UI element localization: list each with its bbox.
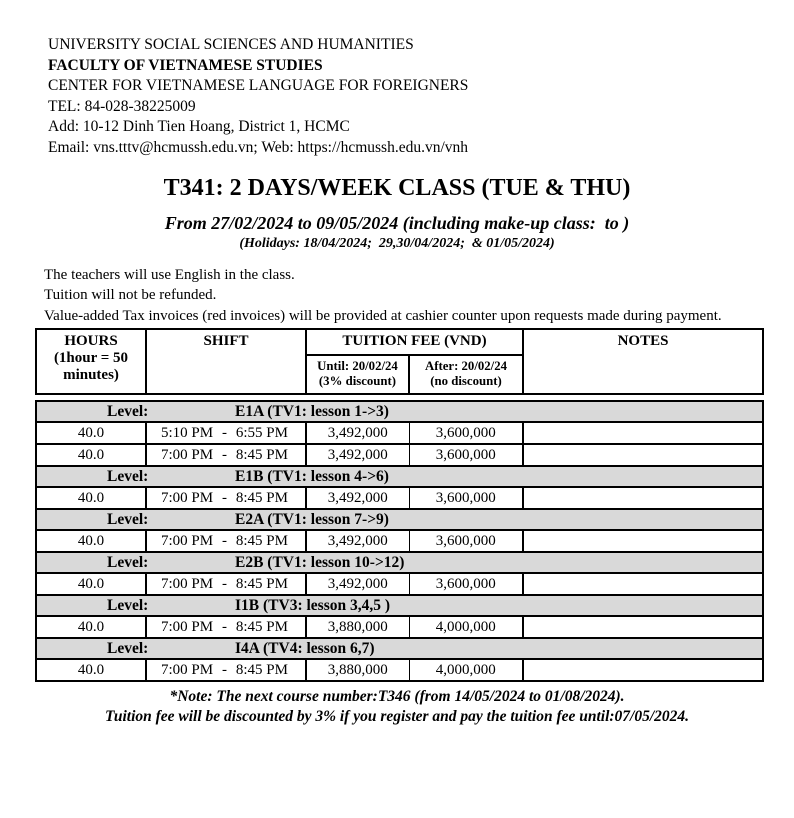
shift-cell [146, 444, 306, 466]
info-line-refund: Tuition will not be refunded. [44, 287, 217, 304]
hours-cell: 40.0 [36, 530, 146, 552]
faculty-name: FACULTY OF VIETNAMESE STUDIES [48, 56, 323, 74]
fee-after-cell: 4,000,000 [409, 616, 523, 638]
hours-cell: 40.0 [36, 444, 146, 466]
table-row [36, 659, 763, 681]
holidays-line: (Holidays: 18/04/2024; 29,30/04/2024; & 01/05/2024) [239, 235, 555, 251]
shift-start-time: 7:00 PM [161, 575, 214, 592]
fee-after-cell: 3,600,000 [409, 530, 523, 552]
fee-until-cell: 3,492,000 [306, 573, 409, 595]
level-row [36, 595, 763, 616]
shift-cell [146, 659, 306, 681]
level-row [36, 638, 763, 659]
level-name: E1A (TV1: lesson 1->3) [235, 402, 389, 420]
shift-cell [146, 530, 306, 552]
hours-cell: 40.0 [36, 487, 146, 509]
shift-start-time: 5:10 PM [161, 424, 214, 441]
table-row [36, 573, 763, 595]
level-cell [36, 401, 763, 422]
shift-start-time: 7:00 PM [161, 532, 214, 549]
level-label: Level: [107, 639, 149, 657]
notes-cell [523, 573, 763, 595]
level-label: Level: [107, 402, 149, 420]
col-header-until [306, 355, 409, 394]
shift-dash: - [222, 446, 227, 463]
shift-start-time: 7:00 PM [161, 446, 214, 463]
notes-cell [523, 422, 763, 444]
center-name: CENTER FOR VIETNAMESE LANGUAGE FOR FOREIGNERS [48, 77, 469, 95]
level-cell [36, 595, 763, 616]
notes-cell [523, 530, 763, 552]
shift-end-time: 8:45 PM [235, 618, 288, 635]
fee-after-cell: 3,600,000 [409, 487, 523, 509]
level-label: Level: [107, 510, 149, 528]
shift-times [147, 425, 305, 442]
shift-dash: - [222, 424, 227, 441]
shift-end-time: 8:45 PM [235, 446, 288, 463]
shift-times [147, 662, 305, 679]
shift-end-time: 8:45 PM [235, 575, 288, 592]
level-cell [36, 552, 763, 573]
hours-header-sub1: (1hour = 50 [53, 350, 129, 367]
fee-until-cell: 3,492,000 [306, 444, 409, 466]
shift-end-time: 8:45 PM [235, 661, 288, 678]
course-dates: From 27/02/2024 to 09/05/2024 (including make-up class: to ) [164, 212, 630, 233]
fee-after-cell: 3,600,000 [409, 422, 523, 444]
shift-times [147, 576, 305, 593]
shift-times [147, 447, 305, 464]
notes-cell [523, 659, 763, 681]
hours-header-title: HOURS [64, 333, 118, 350]
shift-dash: - [222, 618, 227, 635]
until-header-line2: (3% discount) [318, 374, 397, 389]
shift-cell [146, 422, 306, 444]
hours-cell: 40.0 [36, 659, 146, 681]
tel-line: TEL: 84-028-38225009 [48, 97, 196, 115]
shift-cell [146, 487, 306, 509]
fee-until-cell: 3,880,000 [306, 659, 409, 681]
shift-dash: - [222, 575, 227, 592]
after-header-line2: (no discount) [430, 374, 502, 389]
footer-notes [0, 687, 794, 727]
table-row [36, 444, 763, 466]
shift-dash: - [222, 532, 227, 549]
info-line-english: The teachers will use English in the class. [44, 266, 295, 283]
until-header-line1: Until: 20/02/24 [317, 358, 398, 373]
col-header-hours [36, 329, 146, 394]
fee-until-cell: 3,492,000 [306, 422, 409, 444]
hours-cell: 40.0 [36, 422, 146, 444]
university-name: UNIVERSITY SOCIAL SCIENCES AND HUMANITIES [48, 36, 414, 53]
footer-note-2: Tuition fee will be discounted by 3% if you register and pay the tuition fee until:07/05/2024. [104, 708, 690, 726]
level-cell [36, 638, 763, 659]
shift-dash: - [222, 661, 227, 678]
level-row [36, 466, 763, 487]
shift-end-time: 8:45 PM [235, 532, 288, 549]
footer-note-1: *Note: The next course number:T346 (from 14/05/2024 to 01/08/2024). [169, 688, 625, 706]
fee-after-cell: 3,600,000 [409, 444, 523, 466]
level-row [36, 401, 763, 422]
level-label: Level: [107, 553, 149, 571]
notes-cell [523, 444, 763, 466]
level-label: Level: [107, 596, 149, 614]
level-name: I1B (TV3: lesson 3,4,5 ) [235, 596, 391, 614]
info-line-vat: Value-added Tax invoices (red invoices) will be provided at cashier counter upon requests made during payment. [44, 307, 722, 324]
fee-table-header [35, 328, 764, 395]
shift-cell [146, 616, 306, 638]
col-header-tuition-fee: TUITION FEE (VND) [306, 329, 523, 355]
address-line: Add: 10-12 Dinh Tien Hoang, District 1, HCMC [48, 118, 350, 136]
level-row [36, 552, 763, 573]
table-row [36, 530, 763, 552]
level-name: E2B (TV1: lesson 10->12) [235, 553, 405, 571]
level-name: E1B (TV1: lesson 4->6) [235, 467, 389, 485]
table-row [36, 487, 763, 509]
shift-end-time: 8:45 PM [235, 489, 288, 506]
shift-times [147, 490, 305, 507]
notes-cell [523, 487, 763, 509]
col-header-shift: SHIFT [146, 329, 306, 394]
info-lines [44, 265, 794, 327]
col-header-notes: NOTES [523, 329, 763, 394]
fee-table-body [35, 400, 764, 682]
shift-cell [146, 573, 306, 595]
shift-dash: - [222, 489, 227, 506]
fee-after-cell: 3,600,000 [409, 573, 523, 595]
shift-start-time: 7:00 PM [161, 661, 214, 678]
table-row [36, 616, 763, 638]
level-label: Level: [107, 467, 149, 485]
course-title: T341: 2 DAYS/WEEK CLASS (TUE & THU) [163, 174, 631, 201]
fee-until-cell: 3,492,000 [306, 530, 409, 552]
level-cell [36, 509, 763, 530]
level-name: I4A (TV4: lesson 6,7) [235, 639, 375, 657]
hours-cell: 40.0 [36, 573, 146, 595]
after-header-line1: After: 20/02/24 [424, 358, 508, 373]
level-name: E2A (TV1: lesson 7->9) [235, 510, 389, 528]
organization-header [48, 35, 794, 159]
hours-cell: 40.0 [36, 616, 146, 638]
fee-until-cell: 3,492,000 [306, 487, 409, 509]
shift-times [147, 533, 305, 550]
shift-times [147, 619, 305, 636]
shift-end-time: 6:55 PM [235, 424, 288, 441]
shift-start-time: 7:00 PM [161, 618, 214, 635]
hours-header-sub2: minutes) [63, 367, 119, 384]
col-header-after [409, 355, 523, 394]
shift-start-time: 7:00 PM [161, 489, 214, 506]
fee-until-cell: 3,880,000 [306, 616, 409, 638]
email-web-line: Email: vns.tttv@hcmussh.edu.vn; Web: https://hcmussh.edu.vn/vnh [48, 138, 469, 156]
level-cell [36, 466, 763, 487]
notes-cell [523, 616, 763, 638]
fee-after-cell: 4,000,000 [409, 659, 523, 681]
table-row [36, 422, 763, 444]
level-row [36, 509, 763, 530]
